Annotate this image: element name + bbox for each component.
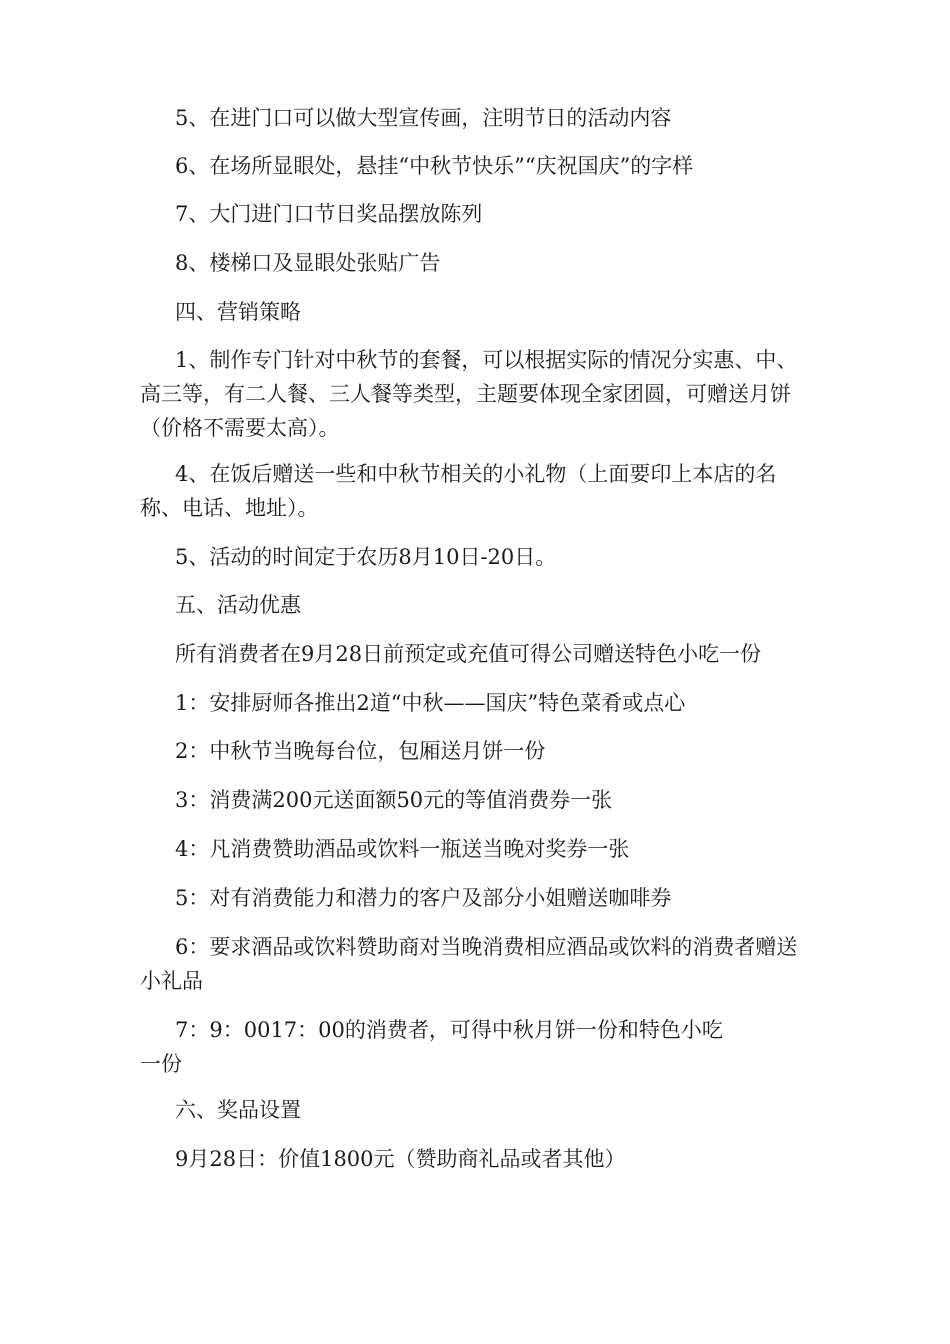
paragraph-banner: 6、在场所显眼处，悬挂“中秋节快乐”“庆祝国庆”的字样 — [175, 154, 694, 178]
paragraph-gifts: 4、在饭后赠送一些和中秋节相关的小礼物（上面要印上本店的名称、电话、地址）。 — [140, 462, 777, 520]
section-heading-prizes: 六、奖品设置 — [175, 1098, 301, 1122]
paragraph-offer-2: 2：中秋节当晚每台位，包厢送月饼一份 — [175, 739, 546, 763]
paragraph-stair-ads: 8、楼梯口及显眼处张贴广告 — [175, 251, 441, 275]
paragraph-prize-sep28: 9月28日：价值1800元（赞助商礼品或者其他） — [175, 1147, 626, 1171]
paragraph-all-customers: 所有消费者在9月28日前预定或充值可得公司赠送特色小吃一份 — [175, 642, 762, 666]
section-heading-offers: 五、活动优惠 — [175, 593, 301, 617]
paragraph-offer-1: 1：安排厨师各推出2道“中秋——国庆”特色菜肴或点心 — [175, 691, 686, 715]
paragraph-offer-7: 7：9：0017：00的消费者，可得中秋月饼一份和特色小吃一份 — [140, 1018, 723, 1076]
paragraph-offer-6: 6：要求酒品或饮料赞助商对当晚消费相应酒品或饮料的消费者赠送小礼品 — [140, 935, 798, 993]
paragraph-promo-poster: 5、在进门口可以做大型宣传画，注明节日的活动内容 — [175, 106, 672, 130]
paragraph-offer-5: 5：对有消费能力和潜力的客户及部分小姐赠送咖啡券 — [175, 886, 672, 910]
paragraph-set-meal: 1、制作专门针对中秋节的套餐，可以根据实际的情况分实惠、中、高三等，有二人餐、三人餐等类型，主题要体现全家团圆，可赠送月饼（价格不需要太高）。 — [140, 348, 798, 440]
section-heading-marketing: 四、营销策略 — [175, 300, 301, 324]
paragraph-prize-display: 7、大门进门口节日奖品摆放陈列 — [175, 202, 483, 226]
paragraph-event-time: 5、活动的时间定于农历8月10日-20日。 — [175, 545, 557, 569]
paragraph-offer-3: 3：消费满200元送面额50元的等值消费券一张 — [175, 788, 613, 812]
paragraph-offer-4: 4：凡消费赞助酒品或饮料一瓶送当晚对奖券一张 — [175, 837, 630, 861]
